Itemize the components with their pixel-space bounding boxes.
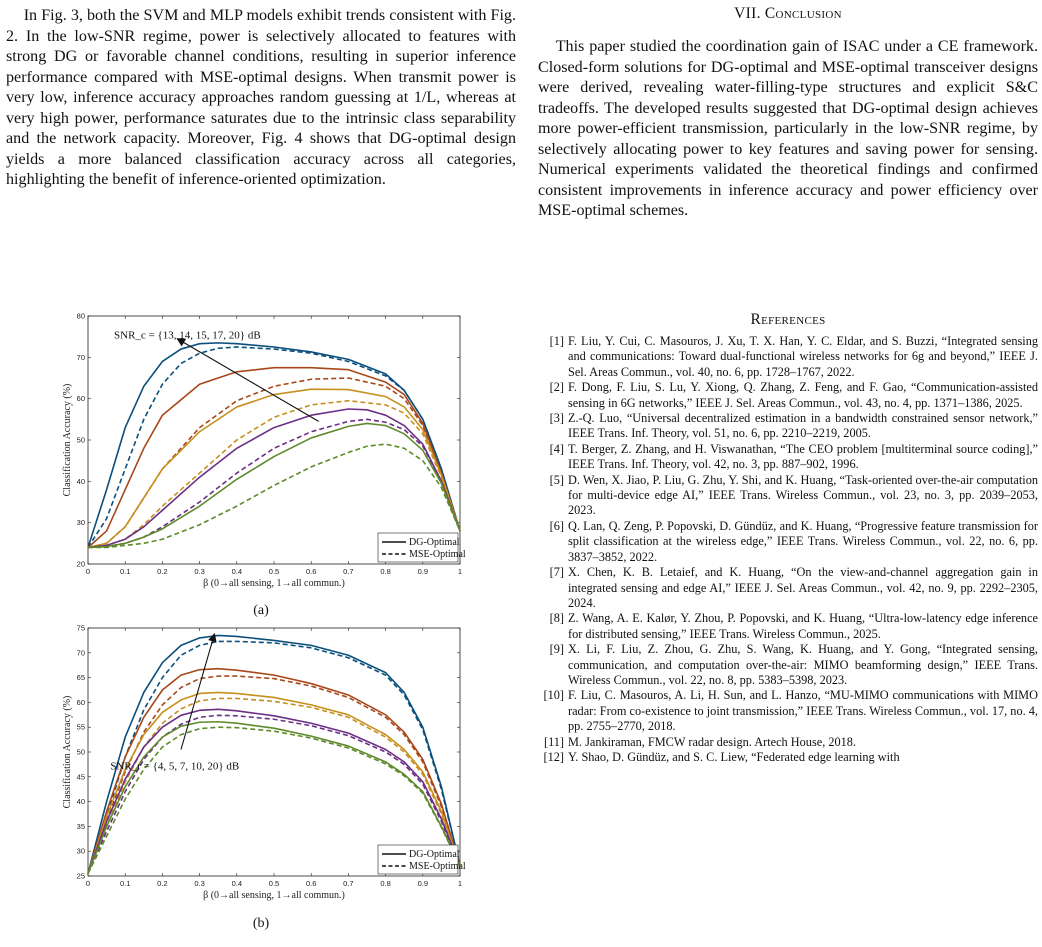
- y-tick-label: 20: [76, 559, 85, 569]
- annotation-arrow: [181, 634, 214, 750]
- x-tick-label: 0.5: [268, 879, 280, 888]
- plot-frame: [88, 628, 460, 876]
- x-tick-label: 0.9: [417, 879, 429, 888]
- dg-optimal-curve: [88, 635, 460, 873]
- reference-text: F. Liu, Y. Cui, C. Masouros, J. Xu, T. X. Han, Y. C. Eldar, and S. Buzzi, “Integrated sensing and communications: Toward dual-functional wireless networks for 6g and beyond,” IEEE J. Sel. Areas Commun., vol. 40, no. 6, pp. 1728–1767, 2022.: [568, 334, 1038, 379]
- reference-number: [2]: [549, 380, 564, 395]
- reference-item: [538, 411, 1038, 442]
- y-tick-label: 30: [76, 846, 85, 856]
- reference-text: X. Li, F. Liu, Z. Zhou, G. Zhu, S. Wang, K. Huang, and Y. Gong, “Integrated sensing, communication, and computation over-the-air: MIMO beamforming design,” IEEE Trans. Wireless Commun., vol. 22, no. 8, pp. 5383–5398, 2023.: [568, 642, 1038, 687]
- x-axis-label: β (0→all sensing, 1→all commun.): [203, 578, 345, 589]
- y-tick-label: 35: [76, 821, 85, 831]
- legend-label: MSE-Optimal: [409, 549, 466, 560]
- chart-a: [6, 308, 516, 598]
- mse-optimal-curve: [88, 444, 460, 547]
- figure-panel-a: [6, 308, 516, 598]
- reference-item: [538, 519, 1038, 565]
- x-axis-label: β (0→all sensing, 1→all commun.): [203, 890, 345, 901]
- x-tick-label: 0: [85, 567, 91, 576]
- x-tick-label: 0.7: [343, 879, 354, 888]
- figure-panel-b: [6, 620, 516, 910]
- x-tick-label: 0: [85, 879, 91, 888]
- dg-optimal-curve: [88, 389, 460, 547]
- y-tick-label: 40: [76, 797, 85, 807]
- reference-list: [538, 334, 1038, 765]
- y-tick-label: 80: [76, 311, 85, 321]
- y-tick-label: 65: [76, 673, 85, 683]
- reference-item: [538, 442, 1038, 473]
- reference-number: [5]: [549, 472, 564, 487]
- x-tick-label: 1: [457, 567, 463, 576]
- y-tick-label: 60: [76, 394, 85, 404]
- x-tick-label: 0.6: [305, 879, 317, 888]
- reference-text: M. Jankiraman, FMCW radar design. Artech House, 2018.: [568, 734, 857, 749]
- y-tick-label: 60: [76, 697, 85, 707]
- caption-a: (a): [253, 603, 269, 618]
- reference-number: [4]: [549, 441, 564, 456]
- x-tick-label: 0.3: [194, 567, 205, 576]
- y-tick-label: 50: [76, 747, 85, 757]
- dg-optimal-curve: [88, 343, 460, 548]
- reference-number: [3]: [549, 411, 564, 426]
- reference-item: [538, 473, 1038, 519]
- x-tick-label: 0.4: [231, 567, 243, 576]
- reference-text: Y. Shao, D. Gündüz, and S. C. Liew, “Federated edge learning with: [568, 749, 900, 764]
- x-tick-label: 0.6: [305, 567, 317, 576]
- y-tick-label: 50: [76, 435, 85, 445]
- reference-number: [8]: [549, 611, 564, 626]
- reference-item: [538, 611, 1038, 642]
- reference-item: [538, 565, 1038, 611]
- reference-number: [12]: [543, 749, 564, 764]
- conclusion-paragraph: This paper studied the coordination gain of ISAC under a CE framework. Closed-form solutions for DG-optimal and MSE-optimal transceiver designs were derived, revealing water-filling-type structures and explicit S&C tradeoffs. The developed results suggested that DG-optimal design achieves more power-efficient transmission, particularly in the low-SNR regime, by selectively allocating power to key features and saving power for sensing. Numerical experiments validated the theoretical findings and confirmed consistent improvements in inference accuracy and power efficiency over MSE-optimal schemes.: [538, 38, 1038, 219]
- mse-optimal-curve: [88, 378, 460, 547]
- y-tick-label: 70: [76, 352, 85, 362]
- reference-number: [11]: [543, 734, 564, 749]
- references-heading: References: [750, 311, 826, 328]
- x-tick-label: 0.8: [380, 567, 391, 576]
- reference-item: [538, 642, 1038, 688]
- y-axis-label: Classification Accuracy (%): [62, 383, 73, 497]
- reference-text: Z.-Q. Luo, “Universal decentralized estimation in a bandwidth constrained sensor network,” IEEE Trans. Inf. Theory, vol. 51, no. 6, pp. 2210–2219, 2005.: [568, 411, 1038, 441]
- reference-number: [1]: [549, 334, 564, 348]
- y-tick-label: 70: [76, 648, 85, 658]
- reference-text: Q. Lan, Q. Zeng, P. Popovski, D. Gündüz, and K. Huang, “Progressive feature transmission for split classification at the wireless edge,” IEEE Trans. Wireless Commun., vol. 22, no. 6, pp. 3837–3852, 2022.: [568, 518, 1038, 564]
- y-tick-label: 25: [76, 871, 85, 881]
- reference-text: D. Wen, X. Jiao, P. Liu, G. Zhu, Y. Shi, and K. Huang, “Task-oriented over-the-air computation for multi-device edge AI,” IEEE Trans. Wireless Commun., vol. 23, no. 3, pp. 2039–2053, 2023.: [568, 472, 1038, 518]
- chart-b: [6, 620, 516, 910]
- results-paragraph: In Fig. 3, both the SVM and MLP models exhibit trends consistent with Fig. 2. In the low-SNR regime, power is selectively allocated to features with strong DG or favorable channel conditions, resulting in superior inference performance compared with MSE-optimal designs. When transmit power is very low, inference accuracy approaches random guessing at 1/L, whereas at very high power, performance saturates due to the intrinsic class separability and the network capacity. Moreover, Fig. 4 shows that DG-optimal design yields a more balanced classification accuracy across all categories, highlighting the benefit of inference-oriented optimization.: [6, 7, 516, 188]
- dg-optimal-curve: [88, 423, 460, 547]
- mse-optimal-curve: [88, 419, 460, 547]
- x-tick-label: 0.8: [380, 879, 391, 888]
- legend-label: MSE-Optimal: [409, 861, 466, 872]
- x-tick-label: 0.1: [119, 879, 131, 888]
- reference-number: [9]: [549, 642, 564, 657]
- x-tick-label: 0.5: [268, 567, 280, 576]
- reference-item: [538, 380, 1038, 411]
- x-tick-label: 0.9: [417, 567, 429, 576]
- x-tick-label: 0.7: [343, 567, 354, 576]
- reference-item: [538, 735, 1038, 750]
- reference-number: [7]: [549, 565, 564, 580]
- conclusion-heading: VII. Conclusion: [734, 5, 842, 22]
- dg-optimal-curve: [88, 409, 460, 547]
- reference-number: [6]: [549, 518, 564, 533]
- reference-item: [538, 334, 1038, 380]
- reference-text: X. Chen, K. B. Letaief, and K. Huang, “On the view-and-channel aggregation gain in integrated sensing and edge AI,” IEEE J. Sel. Areas Commun., vol. 42, no. 9, pp. 2292–2305, 2024.: [568, 565, 1038, 610]
- caption-b: (b): [252, 916, 270, 931]
- y-tick-label: 55: [76, 722, 85, 732]
- x-tick-label: 0.4: [231, 879, 243, 888]
- legend-label: DG-Optimal: [409, 849, 460, 860]
- x-tick-label: 1: [457, 879, 463, 888]
- reference-number: [10]: [543, 688, 564, 703]
- annotation-arrow: [177, 339, 318, 422]
- annotation-label: SNR_c = {13, 14, 15, 17, 20} dB: [114, 329, 261, 342]
- x-tick-label: 0.3: [194, 879, 205, 888]
- y-tick-label: 75: [76, 623, 85, 633]
- reference-text: F. Liu, C. Masouros, A. Li, H. Sun, and L. Hanzo, “MU-MIMO communications with MIMO radar: From co-existence to joint transmission,” IEEE Trans. Wireless Commun., vol. 17, no. 4, pp. 2755–2770, 2018.: [568, 688, 1038, 734]
- reference-text: Z. Wang, A. E. Kalør, Y. Zhou, P. Popovski, and K. Huang, “Ultra-low-latency edge inference for distributed sensing,” IEEE Trans. Wireless Commun., 2025.: [568, 611, 1038, 641]
- y-axis-label: Classification Accuracy (%): [62, 695, 73, 809]
- legend-label: DG-Optimal: [409, 537, 460, 548]
- y-tick-label: 30: [76, 518, 85, 528]
- reference-text: F. Dong, F. Liu, S. Lu, Y. Xiong, Q. Zhang, Z. Feng, and F. Gao, “Communication-assisted sensing in 6G networks,” IEEE J. Sel. Areas Commun., vol. 43, no. 4, pp. 1371–1386, 2025.: [568, 380, 1038, 410]
- x-tick-label: 0.2: [157, 567, 168, 576]
- annotation-label: SNR_r = {4, 5, 7, 10, 20} dB: [110, 760, 240, 773]
- reference-item: [538, 750, 1038, 765]
- reference-text: T. Berger, Z. Zhang, and H. Viswanathan, “The CEO problem [multiterminal source coding],” IEEE Trans. Inf. Theory, vol. 42, no. 3, pp. 887–902, 1996.: [568, 441, 1038, 472]
- y-tick-label: 45: [76, 772, 85, 782]
- y-tick-label: 40: [76, 476, 85, 486]
- x-tick-label: 0.2: [157, 879, 168, 888]
- reference-item: [538, 688, 1038, 734]
- mse-optimal-curve: [88, 401, 460, 548]
- x-tick-label: 0.1: [119, 567, 131, 576]
